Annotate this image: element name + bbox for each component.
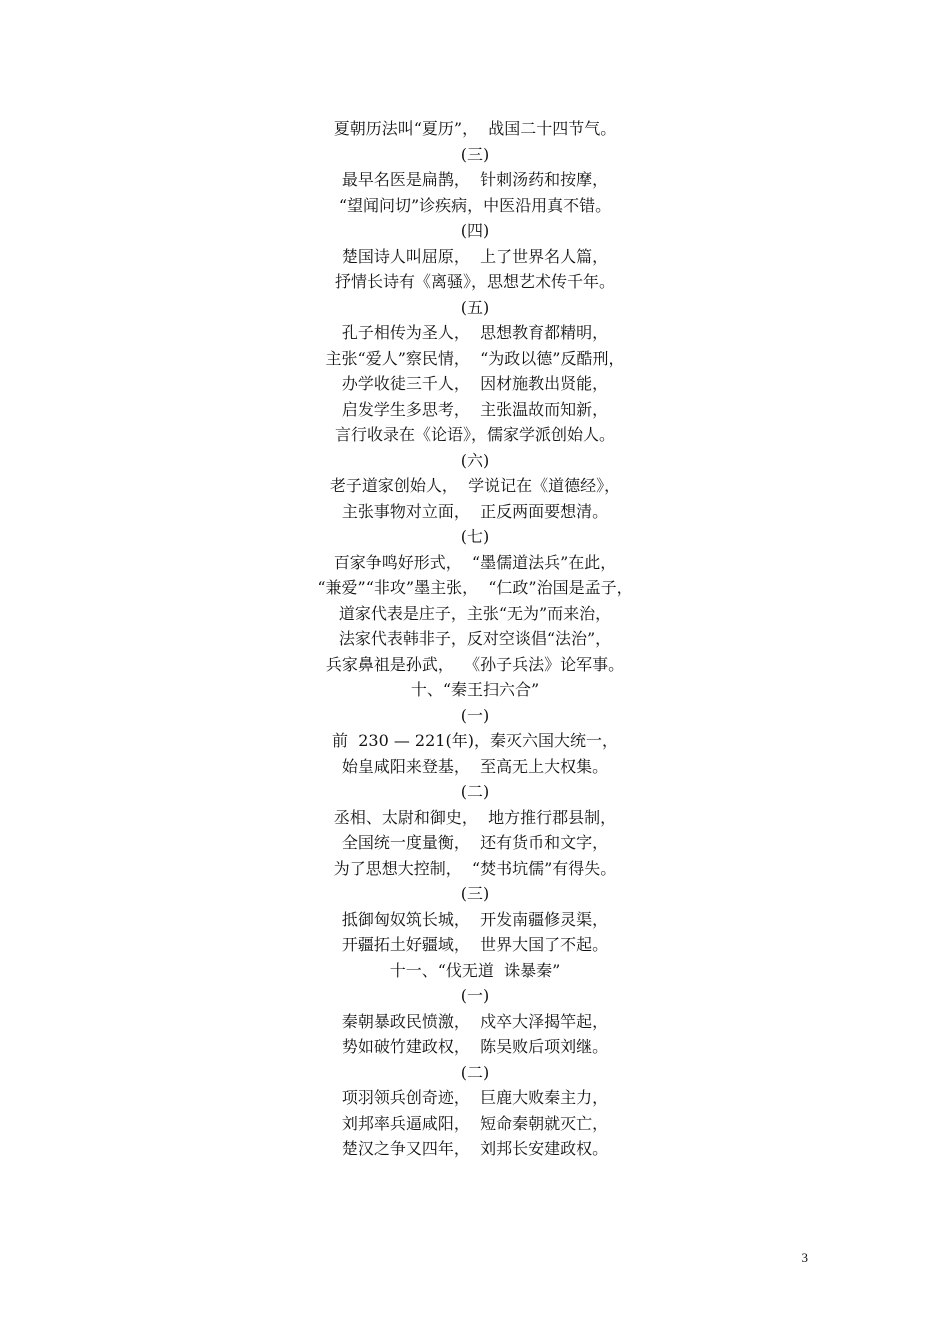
verse-line: 办学收徒三千人， 因材施教出贤能， [341, 374, 609, 393]
verse-line: “兼爱”“非攻”墨主张， “仁政”治国是孟子， [317, 578, 633, 597]
section-number: (四) [460, 221, 490, 240]
section-number: (二) [460, 1062, 490, 1082]
verse-line: 抒情长诗有《离骚》，思想艺术传千年。 [334, 272, 615, 291]
verse-line: 抵御匈奴筑长城， 开发南疆修灵渠， [341, 909, 609, 929]
verse-line: 言行收录在《论语》，儒家学派创始人。 [334, 425, 615, 444]
verse-line: 秦朝暴政民愤激， 戍卒大泽揭竿起， [341, 1011, 609, 1031]
section-number: (七) [460, 527, 490, 546]
section-number: (五) [460, 297, 490, 317]
verse-line: 前 230 — 221(年)，秦灭六国大统一， [332, 731, 618, 750]
verse-line: 始皇咸阳来登基， 至高无上大权集。 [341, 756, 609, 776]
verse-line: 道家代表是庄子，主张“无为”而来治， [338, 603, 612, 623]
verse-line: 楚国诗人叫屈原， 上了世界名人篇， [341, 246, 609, 266]
section-number: (三) [460, 144, 490, 164]
verse-line: 全国统一度量衡， 还有货币和文字， [341, 833, 609, 852]
chapter-heading: 十、“秦王扫六合” [410, 680, 540, 699]
verse-line: 最早名医是扁鹊， 针刺汤药和按摩， [341, 170, 609, 189]
verse-line: 孔子相传为圣人， 思想教育都精明， [341, 323, 609, 342]
verse-line: 为了思想大控制， “焚书坑儒”有得失。 [333, 858, 617, 878]
verse-line: 丞相、太尉和御史， 地方推行郡县制， [333, 807, 617, 827]
verse-line: 势如破竹建政权， 陈吴败后项刘继。 [341, 1037, 609, 1056]
verse-body [0, 116, 950, 1162]
verse-line: 启发学生多思考， 主张温故而知新， [341, 399, 609, 419]
verse-line: “望闻问切”诊疾病，中医沿用真不错。 [338, 195, 612, 215]
section-number: (六) [460, 450, 490, 470]
section-number: (一) [460, 705, 490, 725]
verse-line: 夏朝历法叫“夏历”， 战国二十四节气。 [333, 119, 617, 138]
chapter-heading: 十一、“伐无道 诛暴秦” [389, 960, 561, 980]
verse-line: 开疆拓土好疆域， 世界大国了不起。 [341, 935, 609, 954]
page-number: 3 [801, 1250, 808, 1265]
verse-line: 兵家鼻祖是孙武， 《孙子兵法》论军事。 [325, 654, 625, 674]
verse-line: 楚汉之争又四年， 刘邦长安建政权。 [341, 1139, 609, 1158]
section-number: (三) [460, 884, 490, 903]
verse-line: 百家争鸣好形式， “墨儒道法兵”在此， [333, 552, 617, 572]
verse-line: 法家代表韩非子，反对空谈倡“法治”， [338, 629, 612, 648]
verse-line: 老子道家创始人， 学说记在《道德经》， [329, 476, 621, 495]
verse-line: 主张“爱人”察民情， “为政以德”反酷刑， [325, 348, 625, 368]
section-number: (二) [460, 782, 490, 801]
verse-line: 项羽领兵创奇迹， 巨鹿大败秦主力， [341, 1088, 609, 1107]
section-number: (一) [460, 986, 490, 1005]
verse-line: 主张事物对立面， 正反两面要想清。 [341, 501, 609, 521]
verse-line: 刘邦率兵逼咸阳， 短命秦朝就灭亡， [341, 1113, 609, 1133]
